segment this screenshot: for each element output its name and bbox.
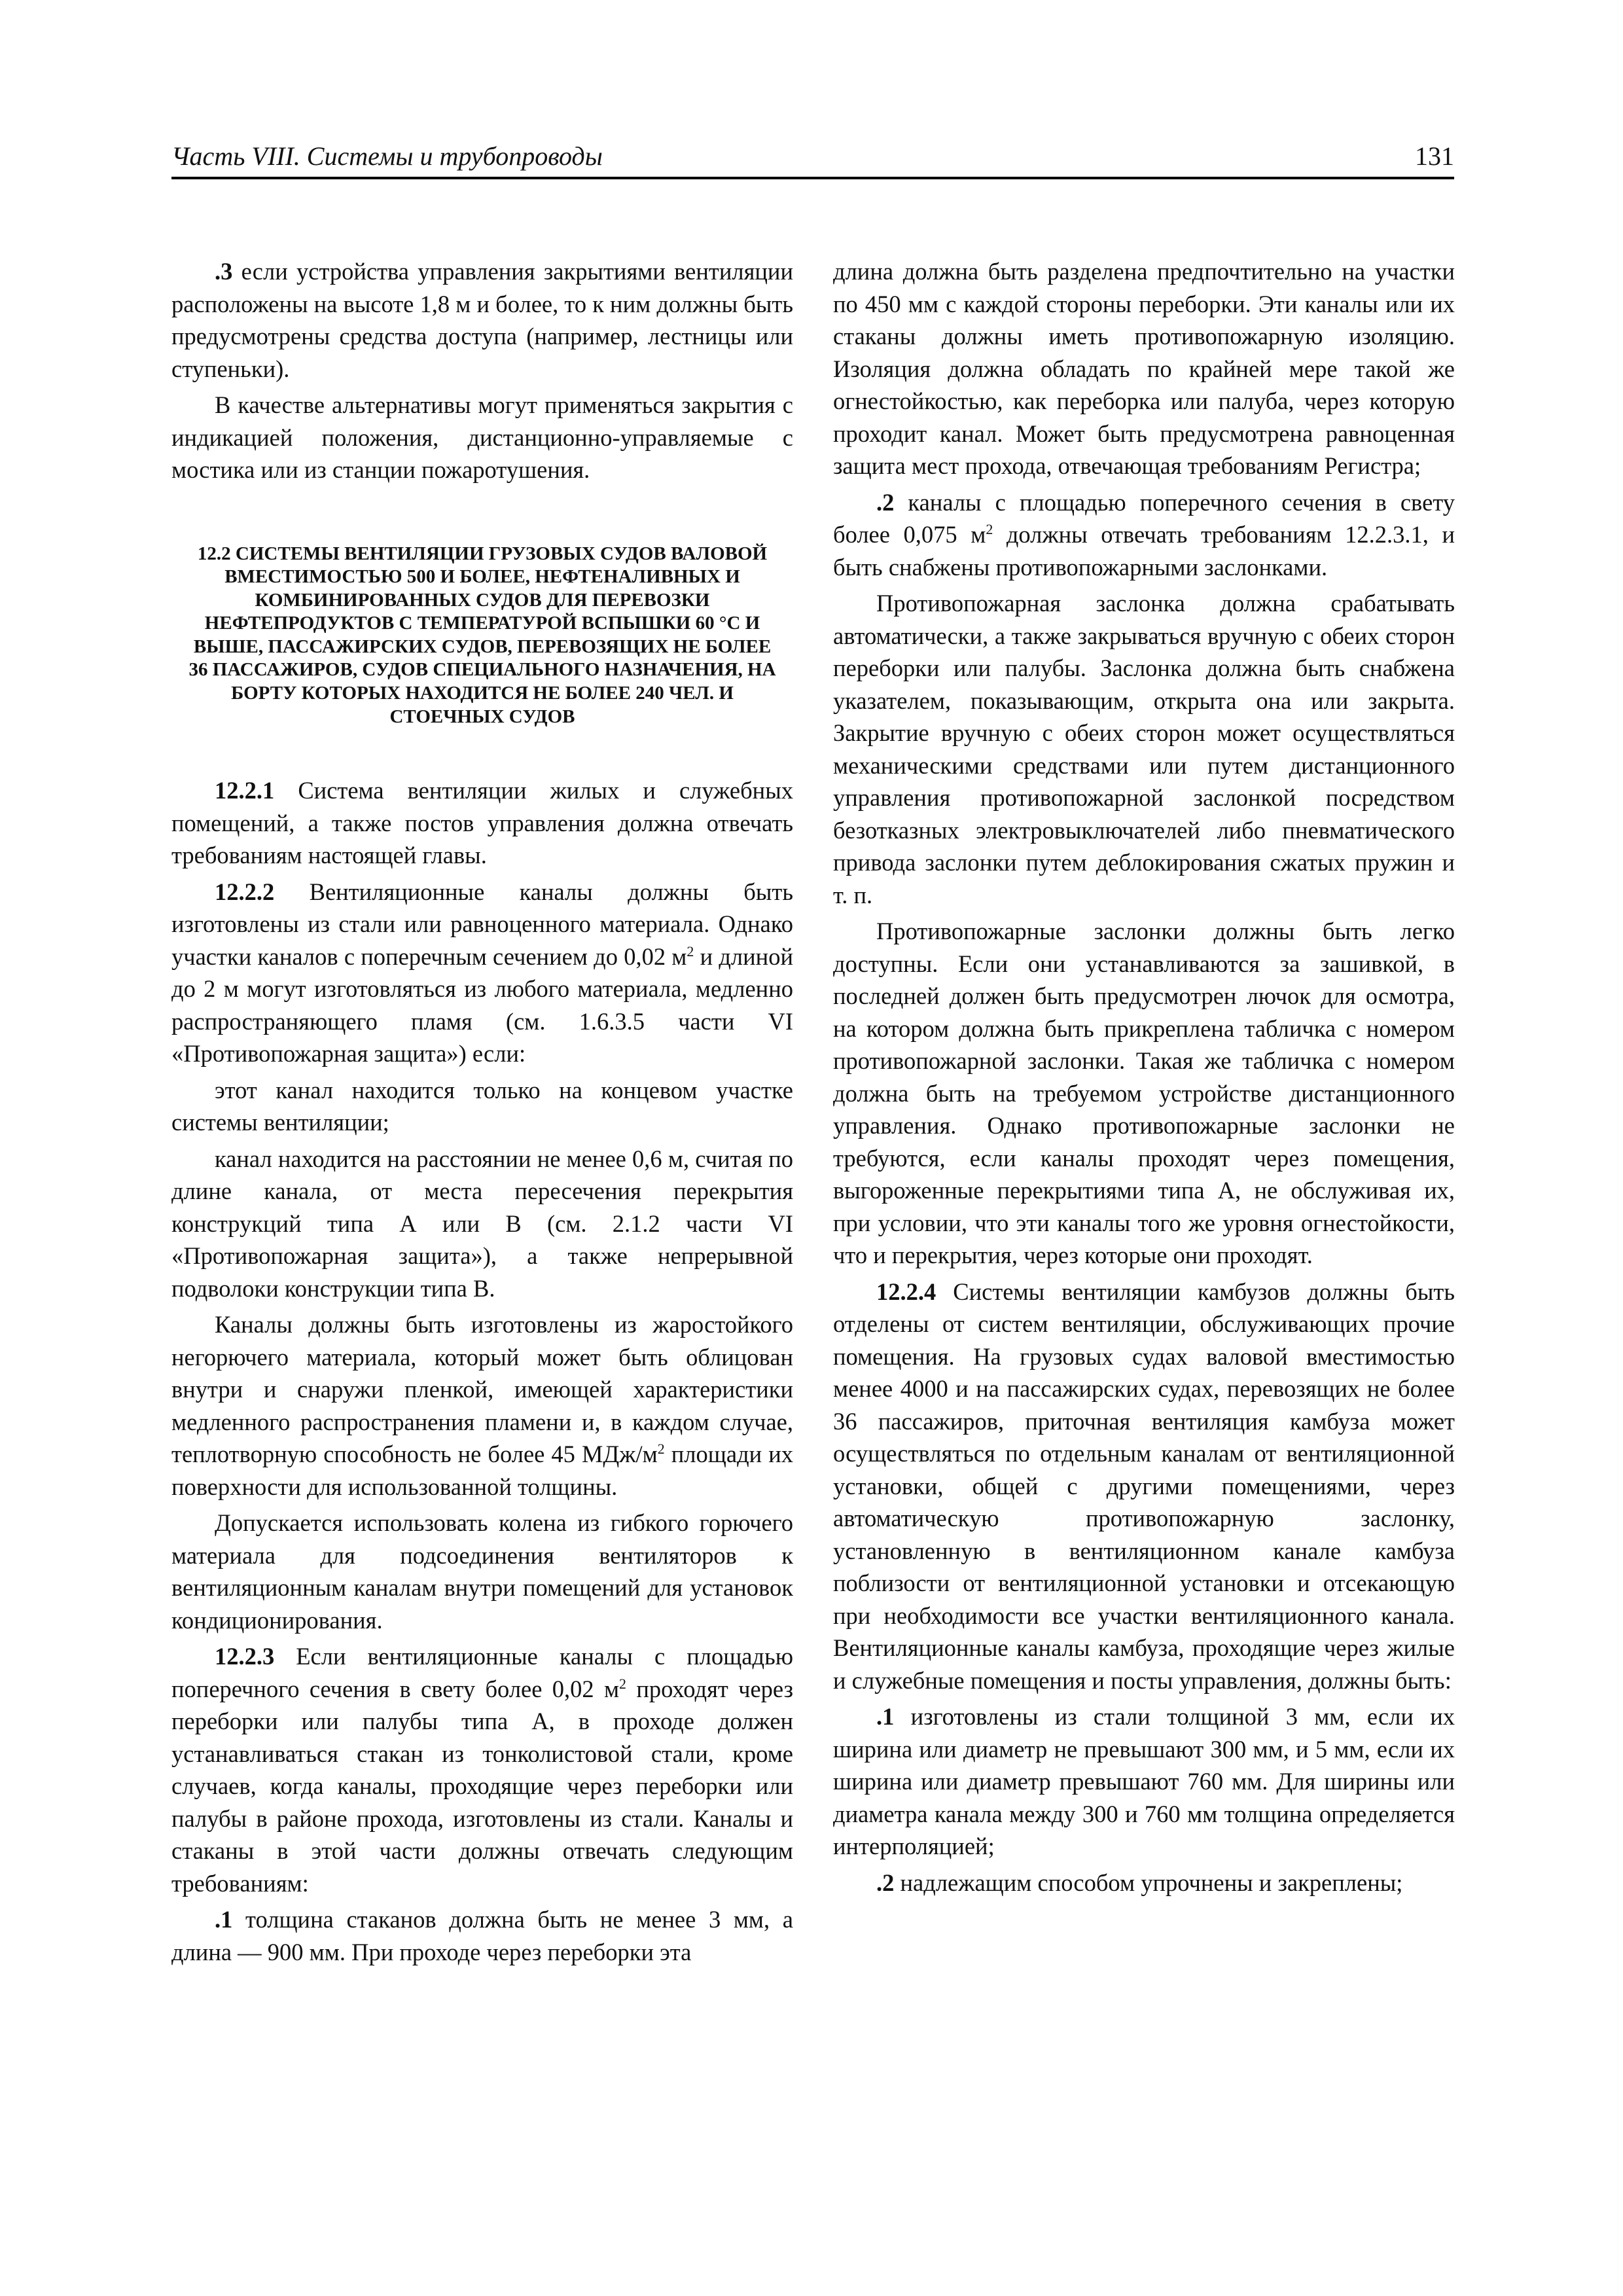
paragraph: Допускается использовать колена из гибкого горючего материала для подсоединения вентиляторов к вентиляционным каналам внутри помещений для установок кондиционирования.: [171, 1509, 793, 1634]
paragraph: .2 надлежащим способом упрочнены и закреплены;: [876, 1869, 1403, 1896]
paragraph: 12.2.1 Система вентиляции жилых и служебных помещений, а также постов управления должна отвечать требованиям настоящей главы.: [171, 777, 793, 869]
paragraph: Каналы должны быть изготовлены из жаростойкого негорючего материала, который может быть облицован внутри и снаружи пленкой, имеющей характеристики медленного распространения пламени и, в каждом случае, теплотворную способность не более 45 МДж/$м^2$ площади их поверхности для использованной толщины.: [171, 1311, 793, 1500]
clause-number: 12.2.2: [215, 878, 275, 905]
paragraph: канал находится на расстоянии не менее 0,6 м, считая по длине канала, от места пересечения перекрытия конструкций типа А или В (см. 2.1.2 части VI «Противопожарная защита»), а также непрерывной подволоки конструкции типа В.: [171, 1145, 793, 1302]
clause-number: 12.2.4: [876, 1278, 936, 1305]
item-number: .2: [876, 1869, 895, 1896]
item-number: .1: [876, 1703, 895, 1730]
item-number: .1: [215, 1906, 233, 1933]
item-number: .3: [215, 258, 233, 285]
paragraph: этот канал находится только на концевом участке системы вентиляции;: [171, 1076, 793, 1136]
running-header: [171, 141, 1454, 179]
left-column: [171, 255, 793, 1972]
paragraph: .1 толщина стаканов должна быть не менее 3 мм, а длина — 900 мм. При проходе через переборки эта: [171, 1906, 793, 1965]
section-heading: 12.2 СИСТЕМЫ ВЕНТИЛЯЦИИ ГРУЗОВЫХ СУДОВ ВАЛОВОЙ ВМЕСТИМОСТЬЮ 500 И БОЛЕЕ, НЕФТЕНАЛИВНЫХ И КОМБИНИРОВАННЫХ СУДОВ ДЛЯ ПЕРЕВОЗКИ НЕФТЕПРОДУКТОВ С ТЕМПЕРАТУРОЙ ВСПЫШКИ 60 °С И ВЫШЕ, ПАССАЖИРСКИХ СУДОВ, ПЕРЕВОЗЯЩИХ НЕ БОЛЕЕ 36 ПАССАЖИРОВ, СУДОВ СПЕЦИАЛЬНОГО НАЗНАЧЕНИЯ, НА БОРТУ КОТОРЫХ НАХОДИТСЯ НЕ БОЛЕЕ 240 ЧЕЛ. И СТОЕЧНЫХ СУДОВ: [188, 543, 776, 727]
paragraph: .1 изготовлены из стали толщиной 3 мм, если их ширина или диаметр не превышают 300 мм, и 5 мм, если их ширина или диаметр превышают 760 мм. Для ширины или диаметра канала между 300 и 760 мм толщина определяется интерполяцией;: [833, 1703, 1455, 1859]
clause-number: 12.2.3: [215, 1643, 275, 1670]
paragraph: Противопожарная заслонка должна срабатывать автоматически, а также закрываться вручную с обеих сторон переборки или палубы. Заслонка должна быть снабжена указателем, показывающим, открыта она или закрыта. Закрытие вручную с обеих сторон может осуществляться механическими средствами или путем дистанционного управления противопожарной заслонкой посредством безотказных электровыключателей либо пневматического привода заслонки путем деблокирования сжатых пружин и т. п.: [833, 590, 1455, 908]
page-number: 131: [1415, 141, 1454, 171]
paragraph: .3 если устройства управления закрытиями вентиляции расположены на высоте 1,8 м и более, то к ним должны быть предусмотрены средства доступа (например, лестницы или ступеньки).: [171, 258, 793, 382]
paragraph: длина должна быть разделена предпочтительно на участки по 450 мм с каждой стороны переборки. Эти каналы или их стаканы должны иметь противопожарную изоляцию. Изоляция должна обладать по крайней мере такой же огнестойкостью, как переборка или палуба, через которую проходит канал. Может быть предусмотрена равноценная защита мест прохода, отвечающая требованиям Регистра;: [833, 258, 1455, 479]
right-column: [833, 255, 1455, 1903]
paragraph: Противопожарные заслонки должны быть легко доступны. Если они устанавливаются за зашивкой, в последней должен быть предусмотрен лючок для осмотра, на котором должна быть прикреплена табличка с номером противопожарной заслонки. Такая же табличка с номером должна быть на требуемом устройстве дистанционного управления. Однако противопожарные заслонки не требуются, если каналы проходят через помещения, выгороженные перекрытиями типа А, не обслуживая их, при условии, что эти каналы того же уровня огнестойкости, что и перекрытия, через которые они проходят.: [833, 918, 1455, 1268]
paragraph: .2 каналы с площадью поперечного сечения в свету более 0,075 $м^2$ должны отвечать требованиям 12.2.3.1, и быть снабжены противопожарными заслонками.: [833, 488, 1455, 581]
item-number: .2: [876, 488, 895, 516]
clause-number: 12.2.1: [215, 777, 275, 804]
paragraph: 12.2.3 Если вентиляционные каналы с площадью поперечного сечения в свету более 0,02 $м^2$ проходят через переборки или палубы типа А, в проходе должен устанавливаться стакан из тонколистовой стали, кроме случаев, когда каналы, проходящие через переборки или палубы в районе прохода, изготовлены из стали. Каналы и стаканы в этой части должны отвечать следующим требованиям:: [171, 1643, 793, 1897]
paragraph: В качестве альтернативы могут применяться закрытия с индикацией положения, дистанционно-управляемые с мостика или из станции пожаротушения.: [171, 391, 793, 483]
header-title: Часть VIII. Системы и трубопроводы: [171, 141, 603, 171]
paragraph: 12.2.4 Системы вентиляции камбузов должны быть отделены от систем вентиляции, обслуживающих прочие помещения. На грузовых судах валовой вместимостью менее 4000 и на пассажирских судах, перевозящих не более 36 пассажиров, приточная вентиляция камбуза может осуществляться по отдельным каналам от вентиляционной установки, общей с другими помещениями, через автоматическую противопожарную заслонку, установленную в вентиляционном канале камбуза поблизости от вентиляционной установки и отсекающую при необходимости все участки вентиляционного канала. Вентиляционные каналы камбуза, проходящие через жилые и служебные помещения и посты управления, должны быть:: [833, 1278, 1455, 1694]
paragraph: 12.2.2 Вентиляционные каналы должны быть изготовлены из стали или равноценного материала. Однако участки каналов с поперечным сечением до 0,02 $м^2$ и длиной до 2 м могут изготовляться из любого материала, медленно распространяющего пламя (см. 1.6.3.5 части VI «Противопожарная защита») если:: [171, 878, 793, 1067]
